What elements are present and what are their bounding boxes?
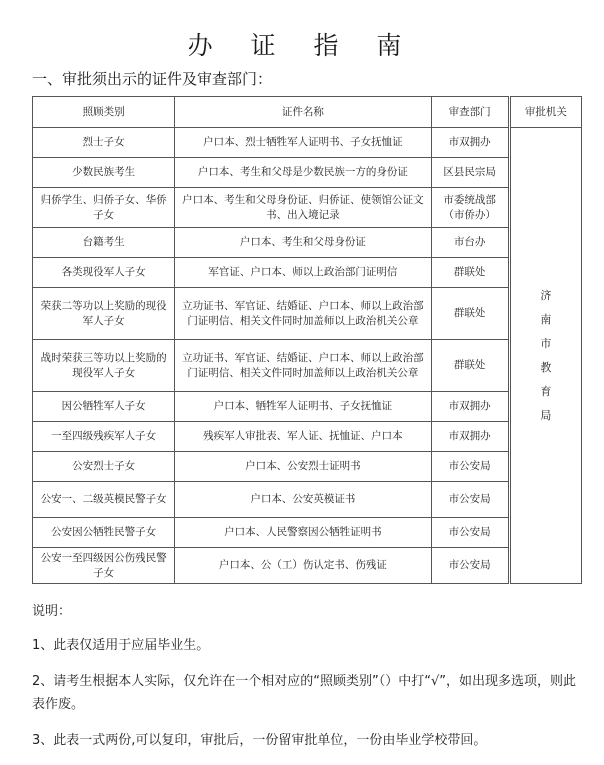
- note-item: 2、请考生根据本人实际，仅允许在一个相对应的“照顾类别”（）中打“√”，如出现多选项，则此表作废。: [32, 674, 576, 712]
- header-department: 审查部门: [431, 97, 508, 128]
- authority-cell: [510, 128, 581, 584]
- cell-department: 市台办: [431, 228, 508, 258]
- notes-section: [32, 600, 577, 765]
- cell-department: 市公安局: [431, 482, 508, 518]
- cell-type: 荣获二等功以上奖励的现役军人子女: [33, 288, 175, 340]
- cell-type: 各类现役军人子女: [33, 258, 175, 288]
- cell-department: 市委统战部（市侨办）: [431, 188, 508, 228]
- cell-department: 市公安局: [431, 518, 508, 548]
- table-row: [33, 518, 582, 548]
- table-row: [33, 158, 582, 188]
- cell-department: 市双拥办: [431, 392, 508, 422]
- table-row: [33, 548, 582, 584]
- cell-documents: 户口本、考生和父母身份证、归侨证、使领馆公证文书、出入境记录: [175, 188, 431, 228]
- table-header-row: [33, 97, 582, 128]
- table-row: [33, 340, 582, 392]
- cell-type: 战时荣获三等功以上奖励的现役军人子女: [33, 340, 175, 392]
- cell-department: 市双拥办: [431, 128, 508, 158]
- cell-documents: 户口本、人民警察因公牺牲证明书: [175, 518, 431, 548]
- cell-type: 归侨学生、归侨子女、华侨子女: [33, 188, 175, 228]
- table-row: [33, 422, 582, 452]
- cell-documents: 户口本、公（工）伤认定书、伤残证: [175, 548, 431, 584]
- cell-department: 群联处: [431, 340, 508, 392]
- header-type: 照顾类别: [33, 97, 175, 128]
- section-heading: 一、审批须出示的证件及审查部门：: [32, 70, 273, 88]
- cell-type: 公安因公牺牲民警子女: [33, 518, 175, 548]
- authority-char: 局: [540, 408, 552, 422]
- header-authority: 审批机关: [510, 97, 581, 128]
- authority-char: 南: [540, 312, 552, 326]
- cell-documents: 户口本、考生和父母身份证: [175, 228, 431, 258]
- cell-type: 台籍考生: [33, 228, 175, 258]
- authority-char: 市: [540, 336, 552, 350]
- cell-type: 公安一至四级因公伤残民警子女: [33, 548, 175, 584]
- table-row: [33, 188, 582, 228]
- cell-documents: 立功证书、军官证、结婚证、户口本、师以上政治部门证明信、相关文件同时加盖师以上政治机关公章: [175, 288, 431, 340]
- cell-type: 公安一、二级英模民警子女: [33, 482, 175, 518]
- authority-char: 育: [540, 384, 552, 398]
- cell-documents: 立功证书、军官证、结婚证、户口本、师以上政治部门证明信、相关文件同时加盖师以上政治机关公章: [175, 340, 431, 392]
- cell-type: 一至四级残疾军人子女: [33, 422, 175, 452]
- table-row: [33, 228, 582, 258]
- notes-title: 说明：: [32, 604, 72, 619]
- table-row: [33, 258, 582, 288]
- cell-type: 烈士子女: [33, 128, 175, 158]
- note-item: 1、此表仅适用于应届毕业生。: [32, 638, 210, 653]
- cell-documents: 户口本、烈士牺牲军人证明书、子女抚恤证: [175, 128, 431, 158]
- cell-department: 市公安局: [431, 548, 508, 584]
- table-row: [33, 288, 582, 340]
- cell-documents: 户口本、考生和父母是少数民族一方的身份证: [175, 158, 431, 188]
- table-row: [33, 482, 582, 518]
- cell-department: 群联处: [431, 288, 508, 340]
- table-row: [33, 452, 582, 482]
- cell-documents: 户口本、公安烈士证明书: [175, 452, 431, 482]
- cell-type: 公安烈士子女: [33, 452, 175, 482]
- cell-type: 少数民族考生: [33, 158, 175, 188]
- guide-table: [32, 96, 582, 584]
- table-row: [33, 128, 582, 158]
- cell-documents: 户口本、公安英模证书: [175, 482, 431, 518]
- cell-department: 区县民宗局: [431, 158, 508, 188]
- cell-department: 市双拥办: [431, 422, 508, 452]
- cell-type: 因公牺牲军人子女: [33, 392, 175, 422]
- authority-char: 济: [540, 288, 552, 302]
- note-item: 3、此表一式两份,可以复印，审批后，一份留审批单位，一份由毕业学校带回。: [32, 733, 487, 748]
- page-title: 办 证 指 南: [187, 31, 417, 60]
- cell-documents: 军官证、户口本、师以上政治部门证明信: [175, 258, 431, 288]
- cell-department: 市公安局: [431, 452, 508, 482]
- cell-department: 群联处: [431, 258, 508, 288]
- cell-documents: 残疾军人审批表、军人证、抚恤证、户口本: [175, 422, 431, 452]
- header-documents: 证件名称: [175, 97, 431, 128]
- authority-char: 教: [540, 360, 552, 374]
- table-row: [33, 392, 582, 422]
- cell-documents: 户口本、牺牲军人证明书、子女抚恤证: [175, 392, 431, 422]
